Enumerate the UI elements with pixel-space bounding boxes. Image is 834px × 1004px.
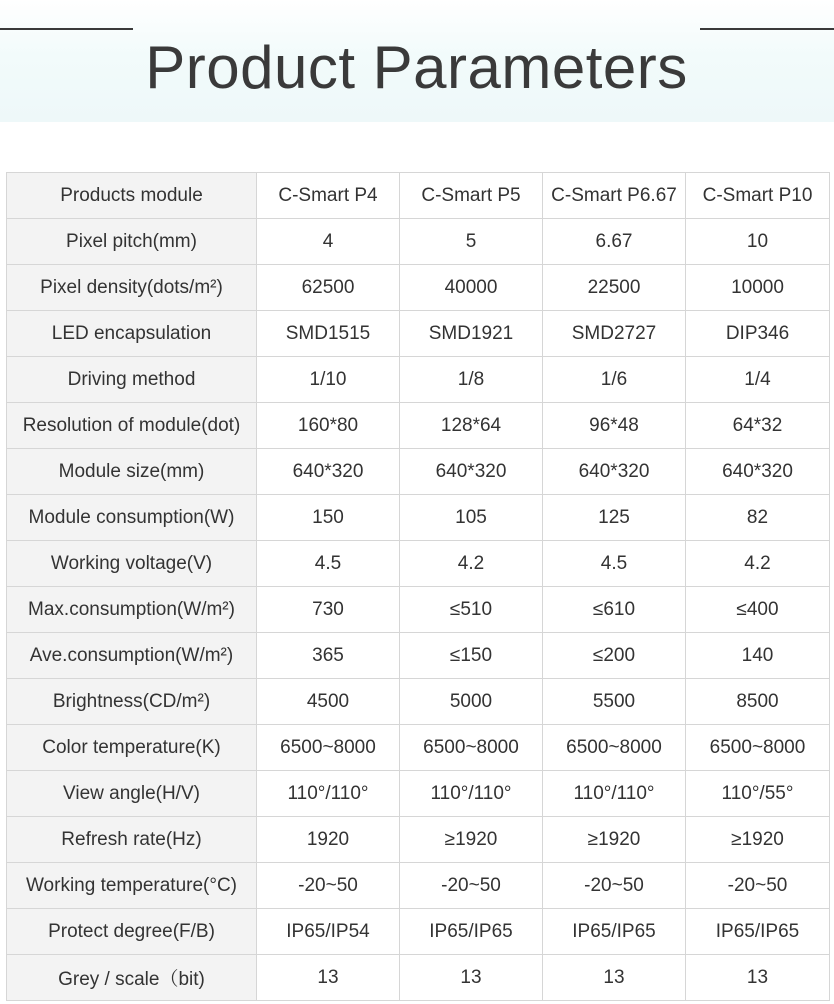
table-cell: 125 bbox=[543, 495, 686, 541]
table-cell: 150 bbox=[257, 495, 400, 541]
table-cell: 4.5 bbox=[543, 541, 686, 587]
table-cell: ≤610 bbox=[543, 587, 686, 633]
table-row bbox=[7, 173, 830, 219]
table-row bbox=[7, 495, 830, 541]
title-divider-right bbox=[700, 28, 834, 30]
table-cell: 110°/55° bbox=[686, 771, 830, 817]
row-label: Pixel pitch(mm) bbox=[7, 219, 257, 265]
table-cell: -20~50 bbox=[257, 863, 400, 909]
table-cell: ≤510 bbox=[400, 587, 543, 633]
table-cell: 4.5 bbox=[257, 541, 400, 587]
table-cell: 6500~8000 bbox=[686, 725, 830, 771]
table-body bbox=[7, 173, 830, 1001]
table-row bbox=[7, 955, 830, 1001]
table-cell: 128*64 bbox=[400, 403, 543, 449]
table-cell: 365 bbox=[257, 633, 400, 679]
table-cell: C-Smart P10 bbox=[686, 173, 830, 219]
table-row bbox=[7, 311, 830, 357]
table-cell: 105 bbox=[400, 495, 543, 541]
table-cell: IP65/IP65 bbox=[543, 909, 686, 955]
table-cell: -20~50 bbox=[400, 863, 543, 909]
row-label: Max.consumption(W/m²) bbox=[7, 587, 257, 633]
table-row bbox=[7, 449, 830, 495]
table-cell: SMD1921 bbox=[400, 311, 543, 357]
table-cell: C-Smart P6.67 bbox=[543, 173, 686, 219]
row-label: LED encapsulation bbox=[7, 311, 257, 357]
table-cell: 13 bbox=[257, 955, 400, 1001]
table-cell: 4 bbox=[257, 219, 400, 265]
table-cell: 96*48 bbox=[543, 403, 686, 449]
row-label: Color temperature(K) bbox=[7, 725, 257, 771]
table-row bbox=[7, 679, 830, 725]
table-row bbox=[7, 219, 830, 265]
page-title: Product Parameters bbox=[145, 34, 688, 102]
table-row bbox=[7, 587, 830, 633]
row-label: Module consumption(W) bbox=[7, 495, 257, 541]
table-cell: -20~50 bbox=[543, 863, 686, 909]
table-cell: 13 bbox=[543, 955, 686, 1001]
table-row bbox=[7, 909, 830, 955]
table-cell: 62500 bbox=[257, 265, 400, 311]
table-cell: 8500 bbox=[686, 679, 830, 725]
table-cell: 40000 bbox=[400, 265, 543, 311]
table-cell: 10 bbox=[686, 219, 830, 265]
table-row bbox=[7, 725, 830, 771]
table-cell: IP65/IP65 bbox=[686, 909, 830, 955]
table-cell: 6500~8000 bbox=[543, 725, 686, 771]
table-cell: 110°/110° bbox=[400, 771, 543, 817]
table-cell: 6500~8000 bbox=[400, 725, 543, 771]
table-cell: 13 bbox=[686, 955, 830, 1001]
table-row bbox=[7, 357, 830, 403]
title-divider-left bbox=[0, 28, 133, 30]
table-cell: 6500~8000 bbox=[257, 725, 400, 771]
table-cell: -20~50 bbox=[686, 863, 830, 909]
table-cell: 640*320 bbox=[257, 449, 400, 495]
table-cell: SMD1515 bbox=[257, 311, 400, 357]
row-label: Refresh rate(Hz) bbox=[7, 817, 257, 863]
table-row bbox=[7, 265, 830, 311]
table-cell: 640*320 bbox=[686, 449, 830, 495]
row-label: Ave.consumption(W/m²) bbox=[7, 633, 257, 679]
table-cell: 5 bbox=[400, 219, 543, 265]
table-cell: C-Smart P5 bbox=[400, 173, 543, 219]
table-cell: 1/6 bbox=[543, 357, 686, 403]
table-cell: 82 bbox=[686, 495, 830, 541]
table-row bbox=[7, 863, 830, 909]
table-cell: 110°/110° bbox=[257, 771, 400, 817]
table-cell: 5000 bbox=[400, 679, 543, 725]
row-label: Brightness(CD/m²) bbox=[7, 679, 257, 725]
table-cell: 640*320 bbox=[543, 449, 686, 495]
table-cell: 1/8 bbox=[400, 357, 543, 403]
row-label: Working temperature(°C) bbox=[7, 863, 257, 909]
row-label: Driving method bbox=[7, 357, 257, 403]
table-cell: ≥1920 bbox=[686, 817, 830, 863]
table-cell: 730 bbox=[257, 587, 400, 633]
table-row bbox=[7, 771, 830, 817]
row-label: Protect degree(F/B) bbox=[7, 909, 257, 955]
table-cell: ≥1920 bbox=[400, 817, 543, 863]
table-cell: ≤400 bbox=[686, 587, 830, 633]
table-row bbox=[7, 403, 830, 449]
table-row bbox=[7, 541, 830, 587]
table-cell: 5500 bbox=[543, 679, 686, 725]
table-cell: 4.2 bbox=[400, 541, 543, 587]
table-cell: 13 bbox=[400, 955, 543, 1001]
table-cell: 1/10 bbox=[257, 357, 400, 403]
table-cell: 140 bbox=[686, 633, 830, 679]
table-cell: SMD2727 bbox=[543, 311, 686, 357]
table-cell: 10000 bbox=[686, 265, 830, 311]
table-row bbox=[7, 633, 830, 679]
table-cell: 4.2 bbox=[686, 541, 830, 587]
table-cell: IP65/IP65 bbox=[400, 909, 543, 955]
row-label: View angle(H/V) bbox=[7, 771, 257, 817]
table-cell: 64*32 bbox=[686, 403, 830, 449]
table-cell: DIP346 bbox=[686, 311, 830, 357]
table-cell: IP65/IP54 bbox=[257, 909, 400, 955]
row-label: Working voltage(V) bbox=[7, 541, 257, 587]
table-cell: 160*80 bbox=[257, 403, 400, 449]
table-cell: ≤150 bbox=[400, 633, 543, 679]
table-cell: ≤200 bbox=[543, 633, 686, 679]
row-label: Module size(mm) bbox=[7, 449, 257, 495]
table-cell: 6.67 bbox=[543, 219, 686, 265]
row-label: Resolution of module(dot) bbox=[7, 403, 257, 449]
product-parameters-table bbox=[6, 172, 830, 1001]
table-cell: 1/4 bbox=[686, 357, 830, 403]
table-cell: 4500 bbox=[257, 679, 400, 725]
table-cell: ≥1920 bbox=[543, 817, 686, 863]
row-label: Products module bbox=[7, 173, 257, 219]
table-cell: 110°/110° bbox=[543, 771, 686, 817]
row-label: Grey / scale（bit) bbox=[7, 955, 257, 1001]
table-cell: 1920 bbox=[257, 817, 400, 863]
row-label: Pixel density(dots/m²) bbox=[7, 265, 257, 311]
table-cell: 640*320 bbox=[400, 449, 543, 495]
table-cell: 22500 bbox=[543, 265, 686, 311]
table-cell: C-Smart P4 bbox=[257, 173, 400, 219]
table-row bbox=[7, 817, 830, 863]
